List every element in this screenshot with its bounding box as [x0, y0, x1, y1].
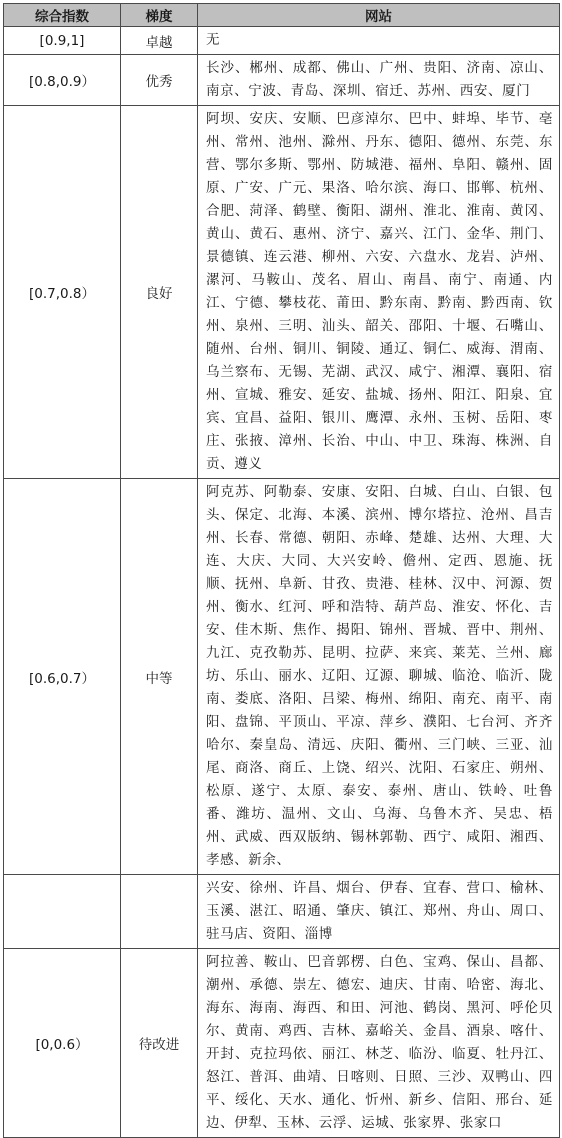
- table-row: [4, 55, 560, 106]
- table-row: [4, 27, 560, 55]
- sites-cell: 兴安、徐州、许昌、烟台、伊春、宜春、营口、榆林、玉溪、湛江、昭通、肇庆、镇江、郑州、舟山、周口、驻马店、资阳、淄博: [198, 875, 560, 949]
- grade-cell: 中等: [121, 479, 198, 875]
- index-range-cell: [0.7,0.8）: [4, 106, 121, 479]
- grade-cell: 优秀: [121, 55, 198, 106]
- grade-cell: 卓越: [121, 27, 198, 55]
- index-range-cell: [0.8,0.9）: [4, 55, 121, 106]
- sites-cell: 阿克苏、阿勒泰、安康、安阳、白城、白山、白银、包头、保定、北海、本溪、滨州、博尔塔拉、沧州、昌吉州、长春、常德、朝阳、赤峰、楚雄、达州、大理、大连、大庆、大同、大兴安岭、儋州、定西、恩施、抚顺、抚州、阜新、甘孜、贵港、桂林、汉中、河源、贺州、衡水、红河、呼和浩特、葫芦岛、淮安、怀化、吉安、佳木斯、焦作、揭阳、锦州、晋城、晋中、荆州、九江、克孜勒苏、昆明、拉萨、来宾、莱芜、兰州、廊坊、乐山、丽水、辽阳、辽源、聊城、临沧、临沂、陇南、娄底、洛阳、吕梁、梅州、绵阳、南充、南平、南阳、盘锦、平顶山、平凉、萍乡、濮阳、七台河、齐齐哈尔、秦皇岛、清远、庆阳、衢州、三门峡、三亚、汕尾、商洛、商丘、上饶、绍兴、沈阳、石家庄、朔州、松原、遂宁、太原、泰安、泰州、唐山、铁岭、吐鲁番、潍坊、温州、文山、乌海、乌鲁木齐、吴忠、梧州、武威、西双版纳、锡林郭勒、西宁、咸阳、湘西、孝感、新余、: [198, 479, 560, 875]
- table-row: [4, 106, 560, 479]
- table-header-row: [4, 4, 560, 27]
- header-websites: 网站: [198, 4, 560, 27]
- grade-cell: [121, 875, 198, 949]
- table-row: [4, 949, 560, 1138]
- grade-cell: 良好: [121, 106, 198, 479]
- table-row: [4, 479, 560, 875]
- table-row: [4, 875, 560, 949]
- grade-cell: 待改进: [121, 949, 198, 1138]
- index-range-cell: [0,0.6）: [4, 949, 121, 1138]
- header-composite-index: 综合指数: [4, 4, 121, 27]
- index-range-cell: [0.9,1]: [4, 27, 121, 55]
- rating-table: [3, 3, 560, 1138]
- index-range-cell: [0.6,0.7）: [4, 479, 121, 875]
- sites-cell: 阿坝、安庆、安顺、巴彦淖尔、巴中、蚌埠、毕节、亳州、常州、池州、滁州、丹东、德阳、德州、东莞、东营、鄂尔多斯、鄂州、防城港、福州、阜阳、赣州、固原、广安、广元、果洛、哈尔滨、海口、邯郸、杭州、合肥、菏泽、鹤壁、衡阳、湖州、淮北、淮南、黄冈、黄山、黄石、惠州、济宁、嘉兴、江门、金华、荆门、景德镇、连云港、柳州、六安、六盘水、龙岩、泸州、漯河、马鞍山、茂名、眉山、南昌、南宁、南通、内江、宁德、攀枝花、莆田、黔东南、黔南、黔西南、钦州、泉州、三明、汕头、韶关、邵阳、十堰、石嘴山、随州、台州、铜川、铜陵、通辽、铜仁、威海、渭南、乌兰察布、无锡、芜湖、武汉、咸宁、湘潭、襄阳、宿州、宣城、雅安、延安、盐城、扬州、阳江、阳泉、宜宾、宜昌、益阳、银川、鹰潭、永州、玉树、岳阳、枣庄、张掖、漳州、长治、中山、中卫、珠海、株洲、自贡、遵义: [198, 106, 560, 479]
- sites-cell: 长沙、郴州、成都、佛山、广州、贵阳、济南、凉山、南京、宁波、青岛、深圳、宿迁、苏州、西安、厦门: [198, 55, 560, 106]
- header-grade: 梯度: [121, 4, 198, 27]
- sites-cell: 无: [198, 27, 560, 55]
- sites-cell: 阿拉善、鞍山、巴音郭楞、白色、宝鸡、保山、昌都、潮州、承德、崇左、德宏、迪庆、甘南、哈密、海北、海东、海南、海西、和田、河池、鹤岗、黑河、呼伦贝尔、黄南、鸡西、吉林、嘉峪关、金昌、酒泉、喀什、开封、克拉玛依、丽江、林芝、临汾、临夏、牡丹江、怒江、普洱、曲靖、日喀则、日照、三沙、双鸭山、四平、绥化、天水、通化、忻州、新乡、信阳、邢台、延边、伊犁、玉林、云浮、运城、张家界、张家口: [198, 949, 560, 1138]
- index-range-cell: [4, 875, 121, 949]
